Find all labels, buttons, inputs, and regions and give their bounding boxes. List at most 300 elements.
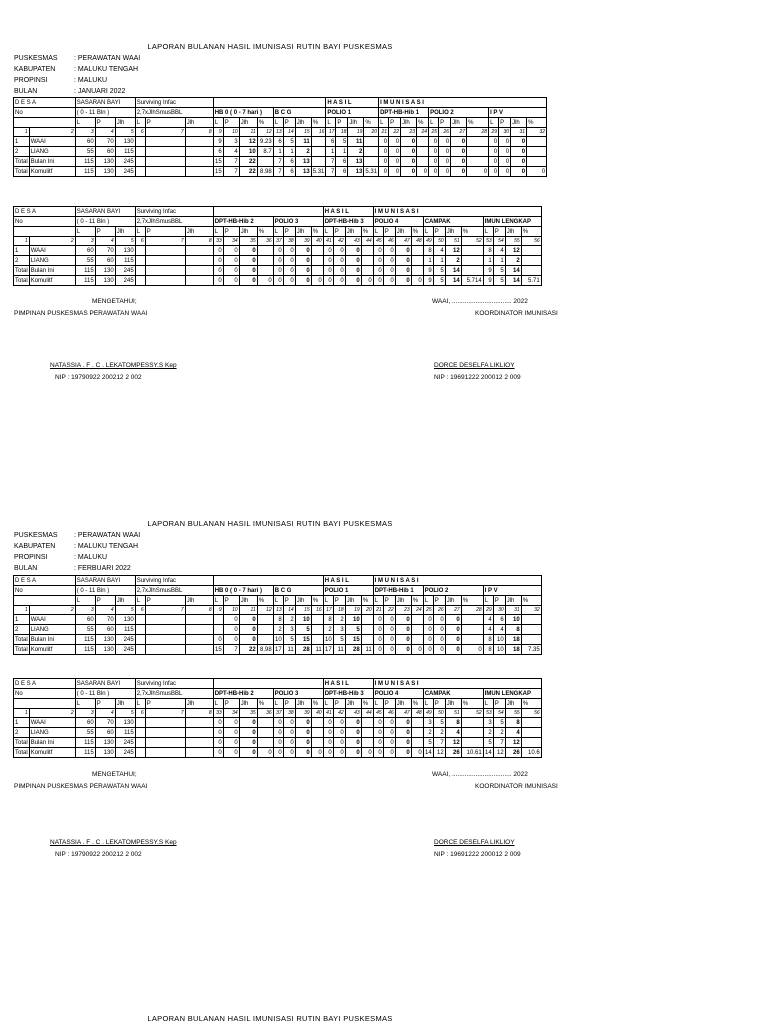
column-index: 4 [95, 709, 115, 718]
blank-header [14, 227, 76, 237]
column-index: 6 [135, 237, 145, 246]
cell-value: 0 [411, 645, 423, 655]
column-index: 5 [115, 606, 135, 615]
usia-header: ( 0 - 11 Bln ) [75, 217, 135, 227]
column-index: 16 [311, 606, 323, 615]
immunization-table-b [13, 206, 542, 286]
cell-value: 6 [336, 167, 348, 177]
cell-value [257, 157, 273, 167]
p-header: P [223, 118, 239, 128]
column-index: 50 [433, 709, 445, 718]
cell-value: 5 [423, 738, 433, 748]
jlh-header: Jlh [295, 699, 311, 709]
cell-jlh: 245 [115, 738, 135, 748]
cell-value: 2 [295, 147, 311, 157]
column-index: 43 [345, 237, 361, 246]
cell-value: 0 [411, 276, 423, 286]
cell-surv-l [135, 167, 145, 177]
cell-value [411, 625, 423, 635]
cell-value [311, 728, 323, 738]
surviving-sub-header: 2,7xJlhSmusBBL [135, 217, 213, 227]
cell-value: 0 [439, 137, 451, 147]
cell-surv-jlh [185, 738, 213, 748]
column-index: 38 [283, 237, 295, 246]
cell-value: 0 [499, 157, 511, 167]
cell-value: 18 [505, 635, 521, 645]
cell-surv-l [135, 738, 145, 748]
cell-desa: Komulitf [29, 645, 75, 655]
cell-value: 0 [423, 635, 433, 645]
column-index: 37 [273, 237, 283, 246]
cell-surv-l [135, 276, 145, 286]
cell-desa: Bulan Ini [29, 738, 75, 748]
column-index: 40 [311, 237, 323, 246]
jlh-header: Jlh [445, 596, 461, 606]
cell-value: 0 [439, 147, 451, 157]
cell-value: 0 [345, 276, 361, 286]
cell-value: 0 [295, 738, 311, 748]
cell-value: 1 [283, 147, 295, 157]
column-index: 2 [29, 606, 75, 615]
cell-value: 5 [433, 266, 445, 276]
cell-no: 1 [14, 137, 30, 147]
cell-value [364, 147, 379, 157]
cell-value: 1 [326, 147, 336, 157]
cell-value: 5.714 [461, 276, 483, 286]
cell-value: 0 [239, 748, 257, 758]
column-index: 8 [185, 237, 213, 246]
cell-surv-l [135, 615, 145, 625]
cell-p: 60 [95, 728, 115, 738]
l-header: L [75, 596, 95, 606]
cell-value: 2 [483, 728, 493, 738]
cell-surv-l [135, 748, 145, 758]
cell-value: 2 [323, 625, 333, 635]
table-row [14, 748, 542, 758]
cell-value [311, 147, 326, 157]
column-index: 54 [493, 237, 505, 246]
cell-l: 60 [75, 246, 95, 256]
blank-header [213, 207, 323, 217]
cell-value: 7.35 [521, 645, 541, 655]
cell-value: 0 [383, 748, 395, 758]
cell-value: 0 [283, 246, 295, 256]
cell-value [521, 246, 541, 256]
cell-value: 4 [433, 246, 445, 256]
jlh-header: Jlh [239, 118, 257, 128]
l-header: L [423, 596, 433, 606]
cell-l: 115 [75, 748, 95, 758]
cell-value: 0 [333, 256, 345, 266]
polio3-header: POLIO 3 [273, 689, 323, 699]
cell-p: 70 [95, 615, 115, 625]
column-index: 35 [239, 237, 257, 246]
jlh-header: Jlh [295, 118, 311, 128]
cell-value: 0 [373, 718, 383, 728]
cell-value [257, 738, 273, 748]
cell-value: 0 [333, 276, 345, 286]
l-header: L [483, 699, 493, 709]
cell-value: 0 [361, 276, 373, 286]
cell-value: 7 [223, 157, 239, 167]
cell-value: 2 [283, 615, 295, 625]
pct-header: % [521, 227, 541, 237]
cell-jlh: 115 [115, 147, 135, 157]
cell-value: 0 [445, 645, 461, 655]
column-index: 40 [311, 709, 323, 718]
bcg-header: B C G [273, 586, 323, 596]
cell-value: 8 [445, 718, 461, 728]
column-index: 31 [511, 128, 527, 137]
header-row [14, 576, 542, 586]
sasaran-header: SASARAN BAYI [75, 679, 135, 689]
column-index: 15 [295, 606, 311, 615]
cell-value: 3 [283, 625, 295, 635]
p-header: P [95, 596, 115, 606]
column-index: 13 [273, 128, 283, 137]
cell-value: 0 [223, 728, 239, 738]
cell-value: 0 [395, 266, 411, 276]
cell-value: 0 [323, 246, 333, 256]
cell-value [411, 635, 423, 645]
report-title: LAPORAN BULANAN HASIL IMUNISASI RUTIN BAYI PUSKESMAS [147, 42, 393, 51]
cell-value: 0 [323, 276, 333, 286]
p-header: P [333, 699, 345, 709]
cell-value: 17 [325, 646, 332, 653]
pct-header: % [461, 699, 483, 709]
cell-value: 12 [505, 246, 521, 256]
cell-value: 5 [345, 625, 361, 635]
cell-value: 0 [439, 157, 451, 167]
cell-value: 0 [257, 276, 273, 286]
pct-header: % [361, 596, 373, 606]
cell-p: 60 [95, 256, 115, 266]
column-index: 48 [411, 709, 423, 718]
column-index: 47 [395, 709, 411, 718]
sasaran-header: SASARAN BAYI [75, 207, 135, 217]
jlh-header: Jlh [505, 699, 521, 709]
p-header: P [433, 596, 445, 606]
cell-value: 15 [215, 646, 222, 653]
p-header: P [439, 118, 451, 128]
cell-value: 7 [433, 738, 445, 748]
desa-header: D E S A [14, 207, 76, 217]
cell-l: 60 [75, 615, 95, 625]
cell-p: 70 [95, 718, 115, 728]
cell-value: 0 [239, 246, 257, 256]
cell-value: 0 [383, 615, 395, 625]
cell-value: 6 [283, 157, 295, 167]
cell-value: 2 [273, 625, 283, 635]
cell-surv-p [145, 635, 185, 645]
l-header: L [135, 118, 145, 128]
cell-surv-l [135, 728, 145, 738]
campak-header: CAMPAK [423, 217, 483, 227]
cell-surv-l [135, 256, 145, 266]
bcg-header: B C G [273, 108, 326, 118]
cell-value: 0 [323, 748, 333, 758]
cell-value: 0 [223, 256, 239, 266]
cell-value [364, 157, 379, 167]
cell-value: 11 [295, 137, 311, 147]
column-index: 48 [411, 237, 423, 246]
cell-no: 2 [14, 625, 30, 635]
cell-value: 0 [423, 615, 433, 625]
desa-header: D E S A [14, 98, 76, 108]
dpt1-header: DPT-HB-Hib 1 [373, 586, 423, 596]
cell-value: 0 [445, 625, 461, 635]
cell-value [213, 615, 223, 625]
hasil-header: H A S I L [323, 576, 373, 586]
cell-no: Total [15, 277, 28, 284]
cell-value: 8 [273, 615, 283, 625]
column-index: 20 [364, 128, 379, 137]
column-index: 50 [433, 237, 445, 246]
cell-value: 3 [483, 718, 493, 728]
cell-value [257, 256, 273, 266]
jlh-header: Jlh [395, 227, 411, 237]
pct-header: % [521, 596, 541, 606]
blank-header [213, 98, 326, 108]
sasaran-header: SASARAN BAYI [75, 98, 135, 108]
header-row [14, 118, 547, 128]
column-index: 23 [395, 606, 411, 615]
cell-value [521, 615, 541, 625]
cell-p: 130 [95, 167, 115, 177]
jlh-header: Jlh [115, 596, 135, 606]
column-index: 28 [467, 128, 489, 137]
cell-value: 0 [429, 137, 439, 147]
cell-value: 0 [383, 738, 395, 748]
cell-value [527, 157, 547, 167]
column-index: 20 [361, 606, 373, 615]
cell-surv-p [145, 167, 185, 177]
cell-no: 2 [14, 147, 30, 157]
column-index: 5 [115, 709, 135, 718]
cell-value: 5 [433, 276, 445, 286]
polio3-header: POLIO 3 [273, 217, 323, 227]
header-row [14, 108, 547, 118]
koordinator-label: KOORDINATOR IMUNISASI [475, 310, 558, 317]
cell-value [521, 266, 541, 276]
table-row [14, 167, 547, 177]
cell-value: 9 [423, 266, 433, 276]
cell-value: 0 [511, 137, 527, 147]
cell-value: 0 [451, 137, 467, 147]
desa-header: D E S A [14, 679, 76, 689]
header-row [14, 689, 542, 699]
signatory-nip-1: NIP : 19790922 200212 2 002 [55, 374, 142, 381]
cell-surv-jlh [185, 718, 213, 728]
cell-value: 0 [239, 625, 257, 635]
cell-value [461, 738, 483, 748]
column-index: 19 [348, 128, 364, 137]
imunisasi-header: I M U N I S A S I [379, 98, 547, 108]
table-row [14, 147, 547, 157]
cell-jlh: 245 [115, 266, 135, 276]
p-header: P [95, 699, 115, 709]
column-index: 15 [295, 128, 311, 137]
cell-value: 0 [213, 748, 223, 758]
cell-value: 10 [239, 147, 257, 157]
report-title-next: LAPORAN BULANAN HASIL IMUNISASI RUTIN BAYI PUSKESMAS [147, 1014, 393, 1023]
column-index: 34 [223, 237, 239, 246]
cell-jlh: 245 [115, 645, 135, 655]
jlh-header: Jlh [295, 596, 311, 606]
cell-value: 13 [348, 167, 364, 177]
column-index: 29 [489, 128, 499, 137]
cell-value: 8.98 [257, 645, 273, 655]
cell-value: 0 [213, 738, 223, 748]
cell-value: 0 [401, 147, 417, 157]
cell-value: 0 [213, 266, 223, 276]
cell-value [311, 246, 323, 256]
cell-value: 0 [295, 748, 311, 758]
cell-value: 0 [323, 728, 333, 738]
cell-value: 7 [223, 167, 239, 177]
cell-value: 2 [348, 147, 364, 157]
imunisasi-header: I M U N I S A S I [373, 207, 541, 217]
pct-header: % [311, 596, 323, 606]
cell-p: 130 [95, 738, 115, 748]
p-header: P [433, 699, 445, 709]
cell-value: 14 [445, 276, 461, 286]
cell-value: 0 [223, 266, 239, 276]
report-meta: PUSKESMAS : PERAWATAN WAAI KABUPATEN : MALUKU TENGAH PROPINSI : MALUKU BULAN : FERBUARI 2022 [14, 532, 141, 572]
p-header: P [333, 227, 345, 237]
cell-value: 6 [273, 137, 283, 147]
cell-value: 12 [493, 748, 505, 758]
cell-value: 0 [283, 718, 295, 728]
cell-value: 0 [239, 635, 257, 645]
cell-surv-p [145, 718, 185, 728]
l-header: L [323, 699, 333, 709]
cell-value [311, 615, 323, 625]
blank-header [14, 699, 76, 709]
signatory-nip-2: NIP : 19691222 200012 2 009 [434, 374, 521, 381]
cell-value: 0 [383, 625, 395, 635]
cell-value: 10 [345, 615, 361, 625]
cell-value: 0 [373, 635, 383, 645]
jlh-header: Jlh [345, 227, 361, 237]
cell-value: 0 [283, 728, 295, 738]
cell-value [311, 635, 323, 645]
l-header: L [213, 596, 223, 606]
usia-header: ( 0 - 11 Bln ) [75, 689, 135, 699]
cell-value: 5 [283, 635, 295, 645]
p-header: P [383, 699, 395, 709]
column-index: 22 [389, 128, 401, 137]
cell-value [361, 246, 373, 256]
cell-no: 1 [14, 246, 30, 256]
p-header: P [433, 227, 445, 237]
pct-header: % [361, 699, 373, 709]
cell-no: Total [15, 168, 28, 175]
header-row [14, 679, 542, 689]
surviving-sub-header: 2,7xJlhSmusBBL [135, 689, 213, 699]
column-index: 5 [115, 128, 135, 137]
cell-value: 0 [379, 157, 389, 167]
cell-value: 8.7 [257, 147, 273, 157]
cell-value: 7 [326, 167, 336, 177]
cell-value: 10 [325, 636, 332, 643]
cell-value: 0 [511, 147, 527, 157]
cell-no: 2 [14, 256, 30, 266]
p-header: P [283, 227, 295, 237]
cell-surv-p [145, 266, 185, 276]
cell-value: 0 [223, 748, 239, 758]
cell-value: 0 [361, 748, 373, 758]
column-index: 2 [29, 128, 75, 137]
jlh-header: Jlh [115, 227, 135, 237]
cell-surv-jlh [185, 635, 213, 645]
column-index: 55 [505, 709, 521, 718]
cell-value: 0 [373, 256, 383, 266]
mengetahui-label: MENGETAHUI; [92, 771, 137, 778]
column-index: 2 [29, 237, 75, 246]
cell-value: 0 [333, 728, 345, 738]
column-index: 41 [323, 709, 333, 718]
cell-surv-l [135, 157, 145, 167]
cell-surv-jlh [185, 137, 213, 147]
cell-p: 130 [95, 635, 115, 645]
cell-value: 0 [411, 748, 423, 758]
l-header: L [489, 118, 499, 128]
column-index: 7 [145, 709, 185, 718]
cell-value: 10 [275, 636, 282, 643]
polio4-header: POLIO 4 [373, 689, 423, 699]
column-index: 28 [461, 606, 483, 615]
cell-value [461, 635, 483, 645]
cell-value: 0 [213, 276, 223, 286]
cell-desa: LIANG [29, 256, 75, 266]
cell-value: 0 [373, 615, 383, 625]
cell-value: 5 [295, 625, 311, 635]
p-header: P [145, 227, 185, 237]
cell-surv-jlh [185, 246, 213, 256]
cell-value: 14 [425, 749, 432, 756]
cell-value: 0 [451, 167, 467, 177]
column-index: 43 [345, 709, 361, 718]
jlh-header: Jlh [185, 596, 213, 606]
column-index: 17 [326, 128, 336, 137]
cell-surv-jlh [185, 625, 213, 635]
l-header: L [373, 699, 383, 709]
p-header: P [493, 699, 505, 709]
column-index: 45 [373, 237, 383, 246]
pimpinan-label: PIMPINAN PUSKESMAS PERAWATAN WAAI [14, 783, 148, 790]
cell-value: 0 [433, 635, 445, 645]
column-index: 39 [295, 237, 311, 246]
surviving-sub-header: 2,7xJlhSmusBBL [135, 108, 213, 118]
cell-no: 1 [14, 718, 30, 728]
cell-value [411, 728, 423, 738]
l-header: L [423, 699, 433, 709]
cell-surv-jlh [185, 266, 213, 276]
cell-value: 0 [379, 167, 389, 177]
polio4-header: POLIO 4 [373, 217, 423, 227]
pct-header: % [364, 118, 379, 128]
cell-jlh: 245 [115, 276, 135, 286]
column-index: 6 [135, 709, 145, 718]
polio1-header: POLIO 1 [323, 586, 373, 596]
cell-value: 0 [213, 718, 223, 728]
cell-value [257, 625, 273, 635]
jlh-header: Jlh [511, 118, 527, 128]
column-index: 9 [213, 128, 223, 137]
column-index: 42 [333, 709, 345, 718]
cell-value: 8.98 [257, 167, 273, 177]
